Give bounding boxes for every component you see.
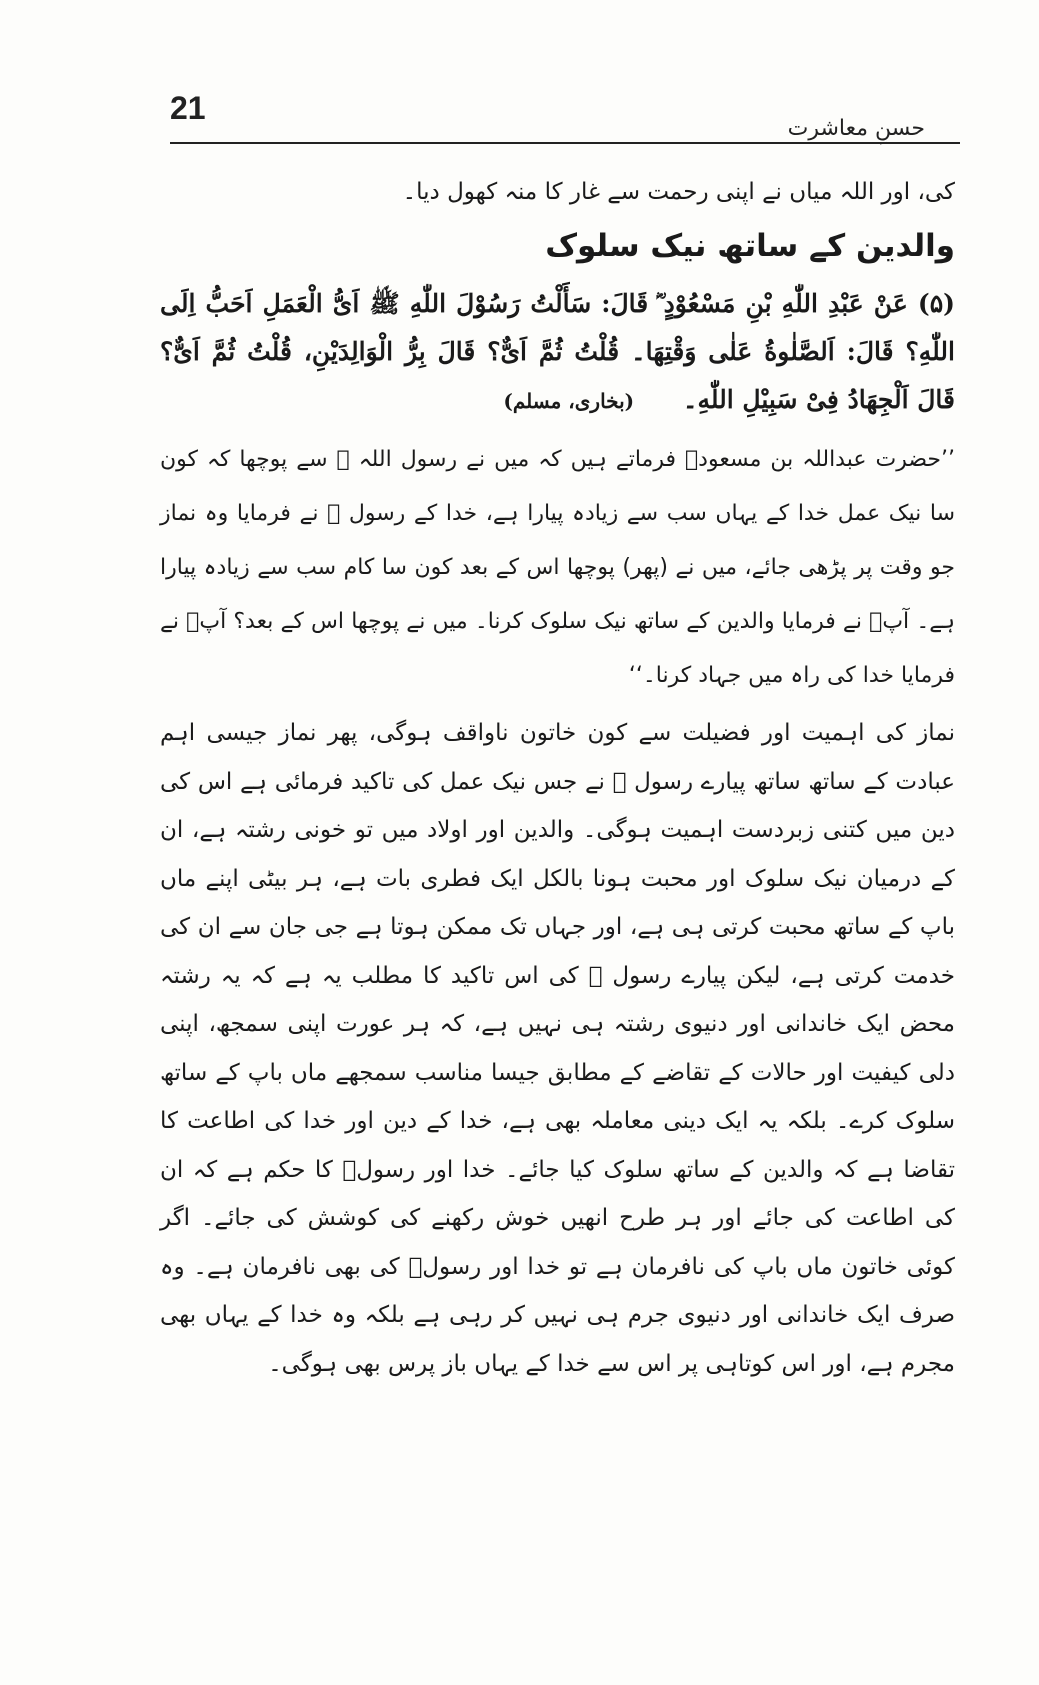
commentary-paragraph: نماز کی اہمیت اور فضیلت سے کون خاتون ناواقف ہوگی، پھر نماز جیسی اہم عبادت کے ساتھ ساتھ پیارے رسول ﷺ نے جس نیک عمل کی تاکید فرمائی ہے اس کی دین میں کتنی زبردست اہمیت ہوگی۔ والدین اور اولاد میں تو خونی رشتہ ہے، ان کے درمیان نیک سلوک اور محبت ہونا بالکل ایک فطری بات ہے، ہر بیٹی اپنے ماں باپ کے ساتھ محبت کرتی ہی ہے، اور جہاں تک ممکن ہوتا ہے جی جان سے ان کی خدمت کرتی ہے، لیکن پیارے رسول ﷺ کی اس تاکید کا مطلب یہ ہے کہ یہ رشتہ محض ایک خاندانی اور دنیوی رشتہ ہی نہیں ہے، کہ ہر عورت اپنی سمجھ، اپنی دلی کیفیت اور حالات کے تقاضے کے مطابق جیسا مناسب سمجھے ماں باپ کے ساتھ سلوک کرے۔ بلکہ یہ ایک دینی معاملہ بھی ہے، خدا کے دین اور خدا کی اطاعت کا تقاضا ہے کہ والدین کے ساتھ سلوک کیا جائے۔ خدا اور رسولؐ کا حکم ہے کہ ان کی اطاعت کی جائے اور ہر طرح انھیں خوش رکھنے کی کوشش کی جائے۔ اگر کوئی خاتون ماں باپ کی نافرمان ہے تو خدا اور رسولؐ کی بھی نافرمان ہے۔ وہ صرف ایک خاندانی اور دنیوی جرم ہی نہیں کر رہی ہے بلکہ وہ خدا کے یہاں بھی مجرم ہے، اور اس کوتاہی پر اس سے خدا کے یہاں باز پرس بھی ہوگی۔ <box>160 720 955 1377</box>
running-title: حسنِ معاشرت <box>787 116 925 141</box>
hadith-source: (بخاری، مسلم) <box>503 389 635 413</box>
arabic-hadith <box>160 280 955 425</box>
hadith-translation: ’’حضرت عبداللہ بن مسعودؓ فرماتے ہیں کہ میں نے رسول اللہ ﷺ سے پوچھا کہ کون سا نیک عمل خدا کے یہاں سب سے زیادہ پیارا ہے، خدا کے رسول ﷺ نے فرمایا وہ نماز جو وقت پر پڑھی جائے، میں نے (پھر) پوچھا اس کے بعد کون سا کام سب سے زیادہ پیارا ہے۔ آپؐ نے فرمایا والدین کے ساتھ نیک سلوک کرنا۔ میں نے پوچھا اس کے بعد؟ آپؐ نے فرمایا خدا کی راہ میں جہاد کرنا۔‘‘ <box>160 447 955 688</box>
header-rule <box>170 142 960 144</box>
section-heading: والدین کے ساتھ نیک سلوک <box>545 228 955 264</box>
page-header <box>170 90 960 150</box>
page-number: 21 <box>170 90 206 126</box>
arabic-hadith-text: (۵) عَنْ عَبْدِ اللّٰهِ بْنِ مَسْعُوْدٍ ؓ قَالَ: سَأَلْتُ رَسُوْلَ اللّٰهِ ﷺ اَیُّ الْعَمَلِ اَحَبُّ اِلَی اللّٰهِ؟ قَالَ: اَلصَّلٰوةُ عَلٰی وَقْتِهَا۔ قُلْتُ ثُمَّ اَیٌّ؟ قَالَ بِرُّ الْوَالِدَیْنِ، قُلْتُ ثُمَّ اَیٌّ؟ قَالَ اَلْجِهَادُ فِیْ سَبِیْلِ اللّٰهِ۔ <box>160 289 955 414</box>
opening-line: کی، اور اللہ میاں نے اپنی رحمت سے غار کا منہ کھول دیا۔ <box>402 179 955 205</box>
page-body <box>160 170 955 1388</box>
